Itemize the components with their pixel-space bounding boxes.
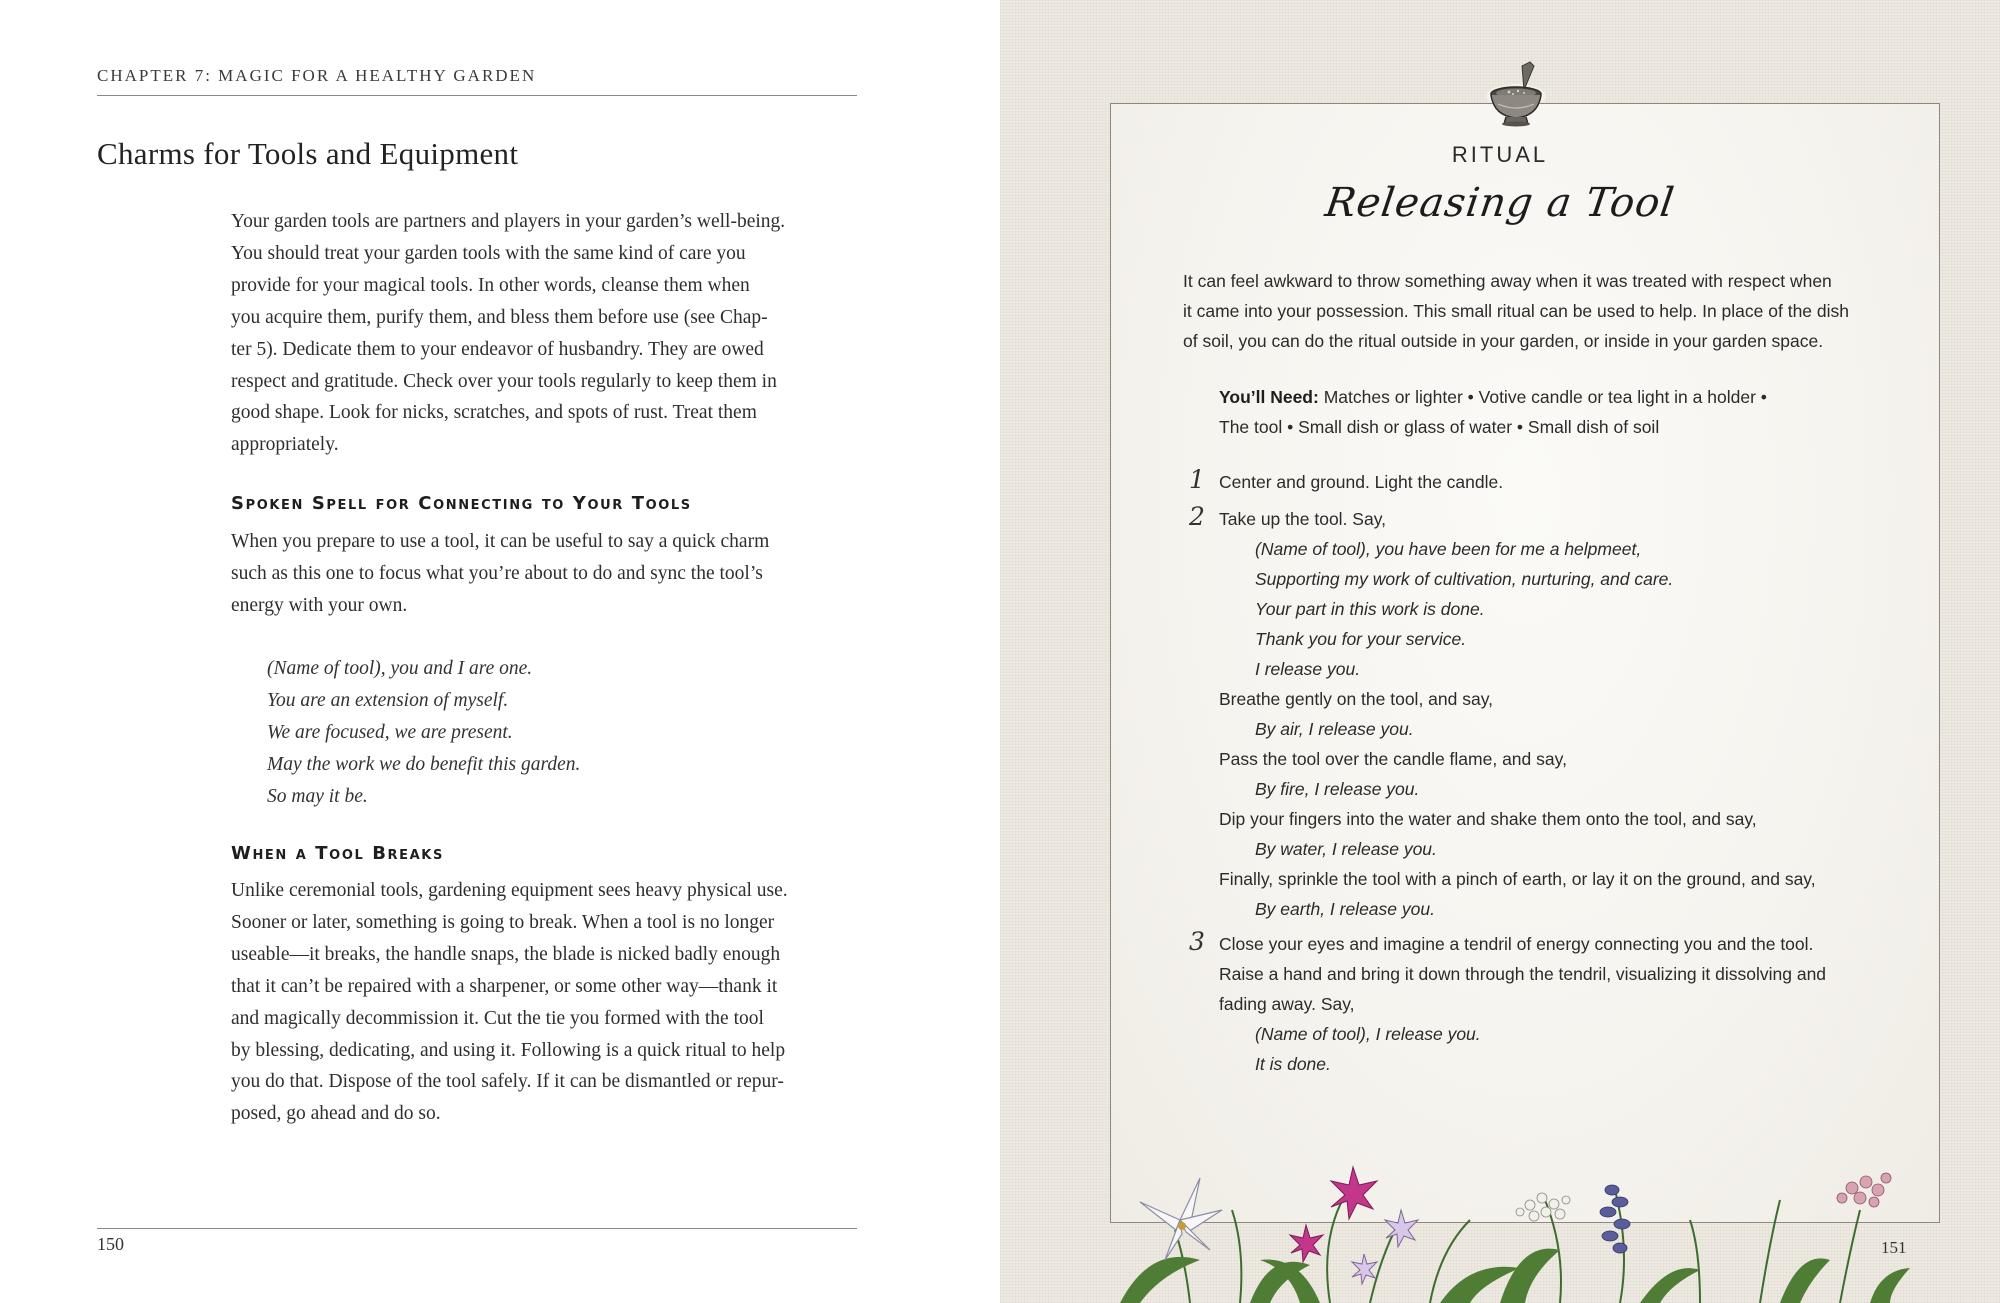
text-line: you acquire them, purify them, and bless them before use (see Chap- — [231, 306, 768, 328]
instruction-line: Pass the tool over the candle flame, and say, — [1219, 749, 1567, 769]
step-number: 3 — [1189, 927, 1205, 956]
text-line: and magically decommission it. Cut the tie you formed with the tool — [231, 1007, 764, 1029]
spoken-line: Supporting my work of cultivation, nurturing, and care. — [1255, 569, 1674, 589]
text-line: When you prepare to use a tool, it can be useful to say a quick charm — [231, 531, 770, 552]
spoken-line: (Name of tool), you have been for me a helpmeet, — [1255, 539, 1642, 559]
header-rule — [97, 95, 857, 96]
section-title: Charms for Tools and Equipment — [97, 136, 519, 171]
spell-paragraph — [231, 526, 861, 622]
text-line: Unlike ceremonial tools, gardening equipment sees heavy physical use. — [231, 880, 788, 901]
page-number: 151 — [1881, 1238, 1907, 1257]
text-line: of soil, you can do the ritual outside in your garden, or inside in your garden space. — [1183, 330, 1824, 351]
text-line: It can feel awkward to throw something away when it was treated with respect when — [1183, 271, 1832, 291]
text-line: by blessing, dedicating, and using it. Following is a quick ritual to help — [231, 1039, 786, 1061]
instruction-line: Close your eyes and imagine a tendril of energy connecting you and the tool. — [1219, 934, 1814, 954]
step-number: 1 — [1189, 465, 1205, 494]
subhead-spoken-spell: Spoken Spell for Connecting to Your Tools — [231, 493, 692, 514]
needs-label: You’ll Need: — [1219, 387, 1319, 407]
verse-line: We are focused, we are present. — [267, 721, 513, 743]
verse-line: (Name of tool), you and I are one. — [267, 658, 533, 679]
ritual-label: RITUAL — [1451, 142, 1549, 167]
needs-line — [1219, 383, 1819, 413]
breaks-paragraph — [231, 875, 861, 1130]
instruction-line: fading away. Say, — [1219, 994, 1355, 1014]
text-line: posed, go ahead and do so. — [231, 1103, 441, 1125]
text-line: respect and gratitude. Check over your tools regularly to keep them in — [231, 370, 777, 392]
spoken-line: (Name of tool), I release you. — [1255, 1024, 1481, 1044]
needs-items: Matches or lighter • Votive candle or tea light in a holder • — [1318, 387, 1767, 407]
text-line: that it can’t be repaired with a sharpener, or some other way—thank it — [231, 975, 778, 997]
subhead-tool-breaks: When a Tool Breaks — [231, 843, 444, 864]
verse-line: May the work we do benefit this garden. — [267, 753, 581, 775]
wildflower-border-illustration — [1000, 1150, 2000, 1303]
intro-paragraph — [231, 206, 861, 461]
spoken-line: It is done. — [1255, 1054, 1331, 1074]
spoken-line: By fire, I release you. — [1255, 779, 1420, 799]
text-line: such as this one to focus what you’re about to do and sync the tool’s — [231, 562, 763, 584]
text-line: Sooner or later, something is going to break. When a tool is no longer — [231, 911, 775, 933]
instruction-line: Raise a hand and bring it down through the tendril, visualizing it dissolving and — [1219, 964, 1827, 984]
text-line: You should treat your garden tools with the same kind of care you — [231, 242, 746, 264]
verse-line: So may it be. — [267, 785, 368, 807]
instruction-line: Center and ground. Light the candle. — [1219, 472, 1504, 492]
right-page — [1000, 0, 2000, 1303]
running-head: CHAPTER 7: MAGIC FOR A HEALTHY GARDEN — [97, 66, 537, 85]
text-line: provide for your magical tools. In other words, cleanse them when — [231, 274, 750, 296]
charm-verse — [267, 653, 580, 813]
verse-line: You are an extension of myself. — [267, 689, 509, 711]
ritual-title: Releasing a Tool — [1322, 180, 1678, 226]
text-line: useable—it breaks, the handle snaps, the blade is nicked badly enough — [231, 943, 781, 965]
instruction-line: Dip your fingers into the water and shake them onto the tool, and say, — [1219, 809, 1757, 829]
step-number: 2 — [1189, 502, 1205, 531]
page-number: 150 — [97, 1234, 124, 1254]
spoken-line: Thank you for your service. — [1255, 629, 1467, 649]
spoken-line: I release you. — [1255, 659, 1361, 679]
text-line: ter 5). Dedicate them to your endeavor of husbandry. They are owed — [231, 338, 764, 360]
text-line: Your garden tools are partners and players in your garden’s well-being. — [231, 211, 786, 232]
spoken-line: By air, I release you. — [1255, 719, 1414, 739]
youll-need-list — [1219, 383, 1819, 443]
text-line: it came into your possession. This small ritual can be used to help. In place of the dish — [1183, 300, 1850, 321]
ritual-intro — [1183, 267, 1883, 356]
footer-rule — [97, 1228, 857, 1229]
text-line: you do that. Dispose of the tool safely. If it can be dismantled or repur- — [231, 1071, 784, 1093]
spoken-line: By earth, I release you. — [1255, 899, 1435, 919]
text-line: appropriately. — [231, 434, 339, 456]
spoken-line: By water, I release you. — [1255, 839, 1437, 859]
instruction-line: Finally, sprinkle the tool with a pinch of earth, or lay it on the ground, and say, — [1219, 869, 1816, 889]
needs-line: The tool • Small dish or glass of water • Small dish of soil — [1219, 416, 1660, 437]
spoken-line: Your part in this work is done. — [1255, 599, 1485, 619]
text-line: good shape. Look for nicks, scratches, and spots of rust. Treat them — [231, 402, 757, 424]
text-line: energy with your own. — [231, 594, 408, 616]
instruction-line: Take up the tool. Say, — [1219, 509, 1387, 529]
instruction-line: Breathe gently on the tool, and say, — [1219, 689, 1494, 709]
mortar-and-pestle-icon — [1484, 60, 1548, 130]
